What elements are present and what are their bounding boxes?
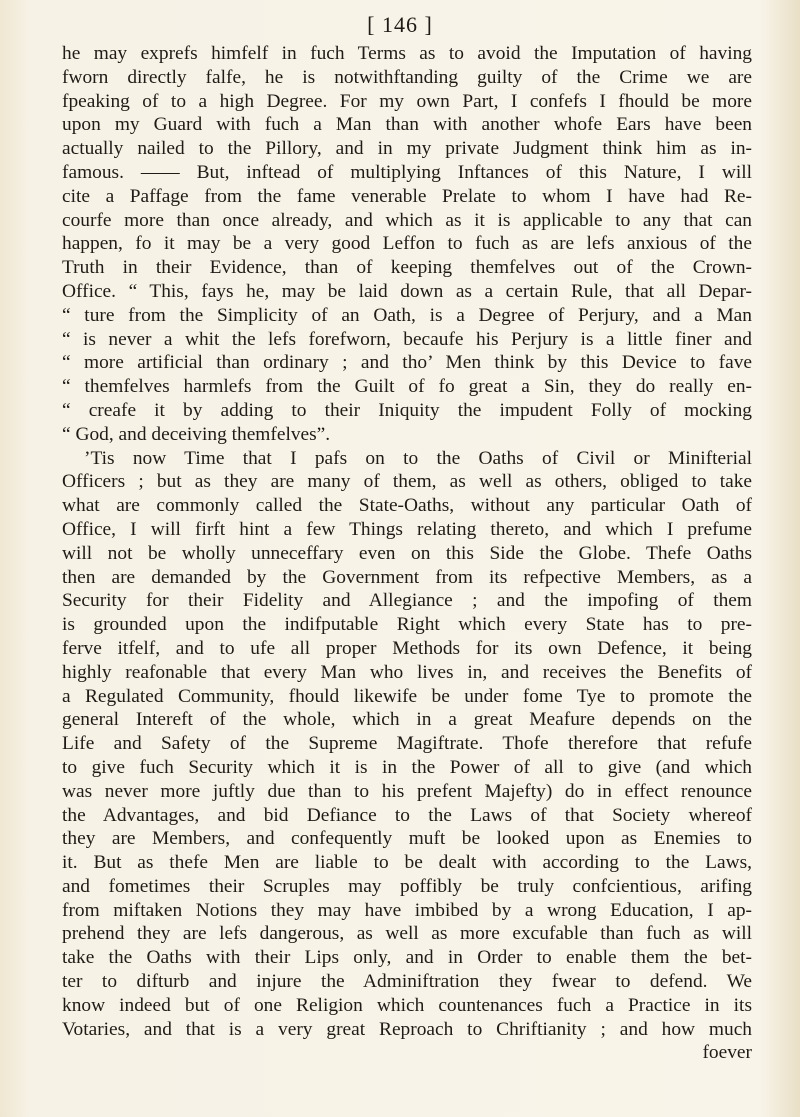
text-line: and fometimes their Scruples may poffibly be truly confcientious, arifing — [62, 875, 752, 897]
text-line: actually nailed to the Pillory, and in my private Judgment think him as in- — [62, 138, 752, 160]
text-line: Office. “ This, fays he, may be laid down as a certain Rule, that all Depar- — [62, 280, 752, 302]
text-line: Security for their Fidelity and Allegiance ; and the impofing of them — [62, 590, 752, 612]
quote-line: “ more artificial than ordinary ; and tho’ Men think by this Device to fave — [62, 352, 752, 374]
text-line: take the Oaths with their Lips only, and in Order to enable them the bet- — [62, 947, 752, 969]
quote-line: “ creafe it by adding to their Iniquity the impudent Folly of mocking — [62, 399, 752, 421]
text-line: a Regulated Community, fhould likewife be under fome Tye to promote the — [62, 685, 752, 707]
text-line: Officers ; but as they are many of them, as well as others, obliged to take — [62, 471, 752, 493]
text-line: they are Members, and confequently muft be looked upon as Enemies to — [62, 828, 752, 850]
text-line: to give fuch Security which it is in the Power of all to give (and which — [62, 756, 752, 778]
text-line: will not be wholly unneceffary even on this Side the Globe. Thefe Oaths — [62, 542, 752, 564]
quote-line: “ is never a whit the lefs forefworn, becaufe his Perjury is a little finer and — [62, 328, 752, 350]
text-line: from miftaken Notions they may have imbibed by a wrong Education, I ap- — [62, 899, 752, 921]
text-line: the Advantages, and bid Defiance to the Laws of that Society whereof — [62, 804, 752, 826]
text-line: highly reafonable that every Man who lives in, and receives the Benefits of — [62, 661, 752, 683]
page-number: [ 146 ] — [367, 12, 433, 37]
text-line: ferve itfelf, and to ufe all proper Methods for its own Defence, it being — [62, 637, 752, 659]
text-line: then are demanded by the Government from its refpective Members, as a — [62, 566, 752, 588]
text-line: courfe more than once already, and which as it is applicable to any that can — [62, 209, 752, 231]
text-line: Truth in their Evidence, than of keeping themfelves out of the Crown- — [62, 257, 752, 279]
text-line: what are commonly called the State-Oaths, without any particular Oath of — [62, 495, 752, 517]
text-line: it. But as thefe Men are liable to be dealt with according to the Laws, — [62, 852, 752, 874]
text-line: Office, I will firft hint a few Things relating thereto, and which I prefume — [62, 518, 752, 540]
text-line: happen, fo it may be a very good Leffon to fuch as are lefs anxious of the — [62, 233, 752, 255]
text-line: Votaries, and that is a very great Reproach to Chriftianity ; and how much — [62, 1018, 752, 1040]
text-line: was never more juftly due than to his prefent Majefty) do in effect renounce — [62, 780, 752, 802]
text-line: fworn directly falfe, he is notwithftanding guilty of the Crime we are — [62, 66, 752, 88]
text-line: he may exprefs himfelf in fuch Terms as to avoid the Imputation of having — [62, 43, 752, 64]
quote-line: “ themfelves harmlefs from the Guilt of fo great a Sin, they do really en- — [62, 376, 752, 398]
paragraph-start-line: ’Tis now Time that I pafs on to the Oaths of Civil or Minifterial — [84, 447, 752, 469]
text-line: know indeed but of one Religion which countenances fuch a Practice in its — [62, 994, 752, 1016]
quote-line: “ ture from the Simplicity of an Oath, is a Degree of Perjury, and a Man — [62, 304, 752, 326]
text-line: ter to difturb and injure the Adminiftration they fwear to defend. We — [62, 971, 752, 993]
text-line: general Intereft of the whole, which in a great Meafure depends on the — [62, 709, 752, 731]
quote-line: “ God, and deceiving themfelves”. — [62, 423, 331, 445]
catchword: foever — [702, 1042, 752, 1064]
text-line: prehend they are lefs dangerous, as well as more excufable than fuch as will — [62, 923, 752, 945]
body-text — [62, 42, 752, 1065]
text-line: cite a Paffage from the fame venerable Prelate to whom I have had Re- — [62, 185, 752, 207]
text-line: is grounded upon the indifputable Right which every State has to pre- — [62, 614, 752, 636]
text-line: famous. —— But, inftead of multiplying Inftances of this Nature, I will — [62, 161, 752, 183]
text-line: Life and Safety of the Supreme Magiftrate. Thofe therefore that refufe — [62, 733, 752, 755]
text-line: upon my Guard with fuch a Man than with another whofe Ears have been — [62, 114, 752, 136]
text-line: fpeaking of to a high Degree. For my own Part, I confefs I fhould be more — [62, 90, 752, 112]
